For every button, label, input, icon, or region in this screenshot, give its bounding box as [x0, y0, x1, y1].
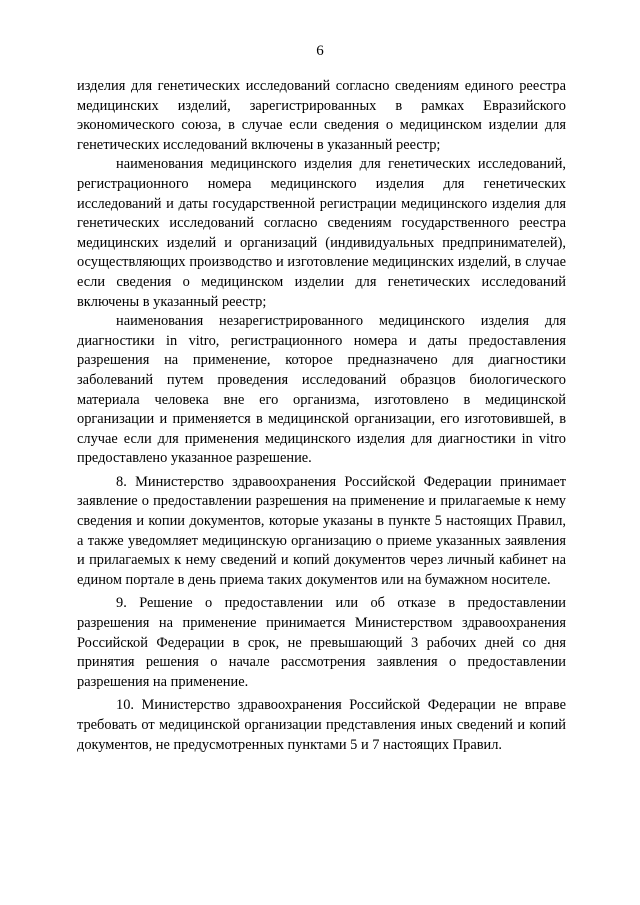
page-number: 6	[316, 43, 324, 59]
paragraph-clause-10: 10. Министерство здравоохранения Российской Федерации не вправе требовать от медицинской организации представления иных сведений и копий документов, не предусмотренных пунктами 5 и 7 настоящих Правил.	[77, 697, 566, 753]
paragraph-unregistered-device-name: наименования незарегистрированного медицинского изделия для диагностики in vitro, регистрационного номера и даты предоставления разрешения на применение, которое предназначено для диагностики заболеваний путем проведения исследований образцов биологического материала человека вне его организма, изготовлено в медицинской организации и применяется в медицинской организации, его изготовившей, в случае если для применения медицинского изделия для диагностики in vitro предоставлено указанное разрешение.	[77, 313, 566, 467]
paragraph-clause-9: 9. Решение о предоставлении или об отказе в предоставлении разрешения на применение принимается Министерством здравоохранения Российской Федерации в срок, не превышающий 3 рабочих дней со дня принятия решения о начале рассмотрения заявления о предоставлении разрешения на применение.	[77, 595, 566, 690]
document-body	[77, 77, 566, 755]
paragraph-clause-8: 8. Министерство здравоохранения Российской Федерации принимает заявление о предоставлении разрешения на применение и прилагаемые к нему сведения и копии документов, которые указаны в пункте 5 настоящих Правил, а также уведомляет медицинскую организацию о приеме указанных заявления и прилагаемых к нему сведений и копий документов через личный кабинет на едином портале в день приема таких документов или на бумажном носителе.	[77, 473, 566, 588]
paragraph-continuation: изделия для генетических исследований согласно сведениям единого реестра медицинских изделий, зарегистрированных в рамках Евразийского экономического союза, в случае если сведения о медицинском изделии для генетических исследований включены в указанный реестр;	[77, 78, 566, 153]
paragraph-genetic-device-name: наименования медицинского изделия для генетических исследований, регистрационного номера медицинского изделия для генетических исследований и даты государственной регистрации медицинского изделия для генетических исследований согласно сведениям государственного реестра медицинских изделий и организаций (индивидуальных предпринимателей), осуществляющих производство и изготовление медицинских изделий, в случае если сведения о медицинском изделии для генетических исследований включены в указанный реестр;	[77, 156, 566, 310]
